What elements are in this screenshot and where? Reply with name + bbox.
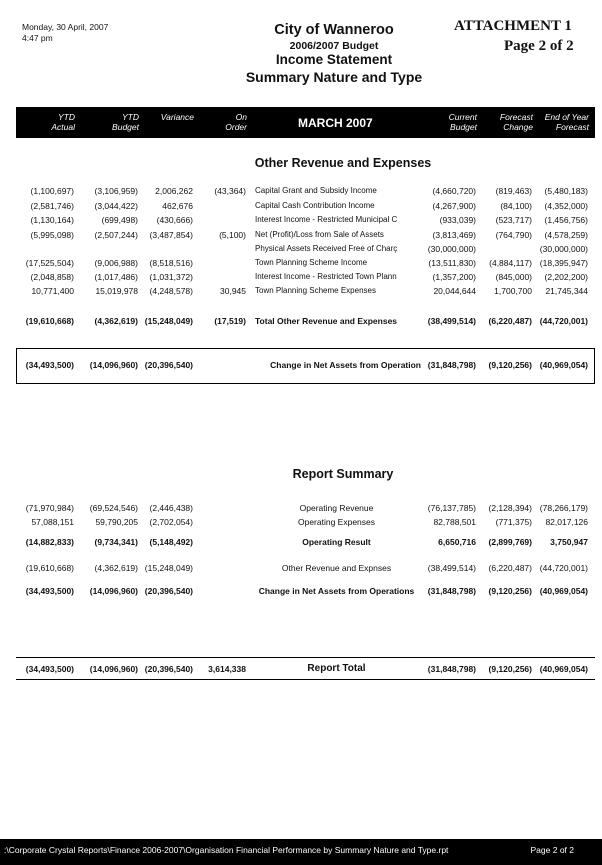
cell-g: (4,578,259) [544, 230, 588, 240]
cell-f: (764,790) [495, 230, 532, 240]
cell-c: 2,006,262 [155, 186, 193, 196]
cell-g: (40,969,054) [539, 586, 588, 596]
section-title-other-revenue: Other Revenue and Expenses [254, 156, 432, 170]
cell-d: (43,364) [214, 186, 246, 196]
summary-row [0, 537, 602, 549]
total-ytd-actual: (19,610,668) [25, 316, 74, 326]
report-subtitle: Summary Nature and Type [245, 69, 423, 85]
cell-a: (14,882,833) [25, 537, 74, 547]
rt-forecast-change: (9,120,256) [488, 664, 532, 674]
net-variance: (20,396,540) [144, 360, 193, 370]
cell-g: 21,745,344 [545, 286, 588, 296]
table-row [0, 201, 602, 213]
cell-f: (84,100) [500, 201, 532, 211]
col-eoy-forecast: End of Year Forecast [544, 112, 589, 132]
row-description: Town Planning Scheme Income [255, 258, 368, 267]
footer-path: :\Corporate Crystal Reports\Finance 2006-2007\Organisation Financial Performance by Summary Nature and Type.rpt [4, 845, 449, 855]
footer-bar [0, 839, 602, 865]
cell-a: (2,581,746) [30, 201, 74, 211]
cell-b: (9,006,988) [94, 258, 138, 268]
rt-label: Report Total [307, 663, 366, 674]
attachment-label: ATTACHMENT 1 [454, 18, 572, 34]
summary-description: Operating Expenses [297, 517, 376, 527]
cell-c: (1,031,372) [149, 272, 193, 282]
rt-ytd-budget: (14,096,960) [89, 664, 138, 674]
row-description: Town Planning Scheme Expenses [255, 286, 376, 295]
cell-b: (14,096,960) [89, 586, 138, 596]
print-time: 4:47 pm [22, 33, 53, 43]
net-forecast-change: (9,120,256) [488, 360, 532, 370]
cell-f: (2,128,394) [488, 503, 532, 513]
column-header-bar [16, 107, 595, 138]
cell-c: (2,446,438) [149, 503, 193, 513]
row-description: Capital Grant and Subsidy Income [255, 186, 377, 195]
cell-g: (5,480,183) [544, 186, 588, 196]
cell-f: (523,717) [495, 215, 532, 225]
cell-e: (4,660,720) [432, 186, 476, 196]
table-row [0, 272, 602, 284]
divider-bottom [16, 679, 595, 680]
cell-a: 10,771,400 [31, 286, 74, 296]
total-variance: (15,248,049) [144, 316, 193, 326]
cell-f: 1,700,700 [494, 286, 532, 296]
summary-description: Other Revenue and Expnses [281, 563, 392, 573]
summary-description: Change in Net Assets from Operations [258, 586, 415, 596]
total-forecast-change: (6,220,487) [488, 316, 532, 326]
cell-e: 82,788,501 [433, 517, 476, 527]
total-row [0, 316, 602, 328]
cell-a: (19,610,668) [25, 563, 74, 573]
cell-e: 6,650,716 [438, 537, 476, 547]
col-ytd-budget: YTD Budget [112, 112, 139, 132]
org-name: City of Wanneroo [274, 22, 394, 38]
row-description: Interest Income - Restricted Town Plann [255, 272, 397, 281]
cell-g: 3,750,947 [550, 537, 588, 547]
cell-f: (4,884,117) [489, 258, 532, 268]
cell-f: (6,220,487) [488, 563, 532, 573]
page-number: Page 2 of 2 [504, 38, 574, 54]
summary-description: Operating Result [302, 537, 371, 547]
total-ytd-budget: (4,362,619) [94, 316, 138, 326]
cell-e: (13,511,830) [428, 258, 476, 268]
cell-c: (4,248,578) [149, 286, 193, 296]
cell-b: (2,507,244) [94, 230, 138, 240]
summary-description: Operating Revenue [299, 503, 374, 513]
net-assets-row [0, 360, 602, 372]
table-row [0, 244, 602, 256]
cell-e: (76,137,785) [427, 503, 476, 513]
cell-a: 57,088,151 [31, 517, 74, 527]
total-label: Total Other Revenue and Expenses [255, 316, 398, 326]
cell-f: (845,000) [495, 272, 532, 282]
rt-current-budget: (31,848,798) [427, 664, 476, 674]
net-current-budget: (31,848,798) [427, 360, 476, 370]
rt-eoy-forecast: (40,969,054) [539, 664, 588, 674]
cell-a: (5,995,098) [30, 230, 74, 240]
cell-b: 15,019,978 [95, 286, 138, 296]
cell-a: (71,970,984) [25, 503, 74, 513]
cell-g: (44,720,001) [539, 563, 588, 573]
cell-e: (30,000,000) [427, 244, 476, 254]
statement-title: Income Statement [275, 52, 393, 67]
table-row [0, 230, 602, 242]
report-total-row [0, 664, 602, 676]
summary-row [0, 503, 602, 515]
budget-title: 2006/2007 Budget [289, 40, 379, 52]
cell-f: (771,375) [495, 517, 532, 527]
cell-a: (2,048,858) [30, 272, 74, 282]
net-ytd-budget: (14,096,960) [89, 360, 138, 370]
cell-c: (20,396,540) [144, 586, 193, 596]
cell-c: 462,676 [162, 201, 193, 211]
divider-top [16, 657, 595, 658]
cell-c: (3,487,854) [149, 230, 193, 240]
net-ytd-actual: (34,493,500) [25, 360, 74, 370]
cell-g: (18,395,947) [539, 258, 588, 268]
cell-e: (31,848,798) [427, 586, 476, 596]
cell-f: (9,120,256) [488, 586, 532, 596]
cell-a: (34,493,500) [25, 586, 74, 596]
cell-g: (4,352,000) [544, 201, 588, 211]
total-on-order: (17,519) [214, 316, 246, 326]
cell-g: (2,202,200) [544, 272, 588, 282]
cell-b: (699,498) [101, 215, 138, 225]
cell-e: (1,357,200) [432, 272, 476, 282]
cell-f: (819,463) [495, 186, 532, 196]
table-row [0, 186, 602, 198]
cell-b: (1,017,486) [94, 272, 138, 282]
cell-a: (1,100,697) [30, 186, 74, 196]
cell-e: (38,499,514) [427, 563, 476, 573]
net-label: Change in Net Assets from Operation [270, 360, 421, 370]
total-current-budget: (38,499,514) [427, 316, 476, 326]
summary-row [0, 517, 602, 529]
cell-b: (4,362,619) [94, 563, 138, 573]
cell-g: (30,000,000) [539, 244, 588, 254]
cell-a: (17,525,504) [25, 258, 74, 268]
cell-b: (3,106,959) [94, 186, 138, 196]
col-ytd-actual: YTD Actual [51, 112, 75, 132]
cell-c: (8,518,516) [149, 258, 193, 268]
col-current-budget: Current Budget [448, 112, 477, 132]
table-row [0, 286, 602, 298]
summary-row [0, 563, 602, 575]
cell-g: (1,456,756) [544, 215, 588, 225]
cell-b: (3,044,422) [94, 201, 138, 211]
cell-g: (78,266,179) [539, 503, 588, 513]
col-variance: Variance [160, 112, 194, 122]
row-description: Physical Assets Received Free of Charç [255, 244, 398, 253]
col-forecast-change: Forecast Change [499, 112, 533, 132]
cell-b: (69,524,546) [89, 503, 138, 513]
section-title-report-summary: Report Summary [292, 467, 394, 481]
rt-ytd-actual: (34,493,500) [25, 664, 74, 674]
cell-e: 20,044,644 [433, 286, 476, 296]
row-description: Capital Cash Contribution Income [255, 201, 375, 210]
cell-d: 30,945 [220, 286, 246, 296]
cell-c: (2,702,054) [149, 517, 193, 527]
col-month: MARCH 2007 [298, 116, 373, 130]
col-on-order: On Order [225, 112, 247, 132]
net-eoy-forecast: (40,969,054) [539, 360, 588, 370]
row-description: Net (Profit)/Loss from Sale of Assets [255, 230, 384, 239]
print-date: Monday, 30 April, 2007 [22, 22, 109, 32]
table-row [0, 258, 602, 270]
summary-row [0, 586, 602, 598]
cell-e: (933,039) [439, 215, 476, 225]
cell-e: (4,267,900) [432, 201, 476, 211]
cell-b: (9,734,341) [94, 537, 138, 547]
cell-d: (5,100) [219, 230, 246, 240]
cell-g: 82,017,126 [545, 517, 588, 527]
cell-c: (15,248,049) [144, 563, 193, 573]
cell-c: (5,148,492) [149, 537, 193, 547]
total-eoy-forecast: (44,720,001) [539, 316, 588, 326]
rt-variance: (20,396,540) [144, 664, 193, 674]
cell-a: (1,130,164) [30, 215, 74, 225]
cell-b: 59,790,205 [95, 517, 138, 527]
cell-f: (2,899,769) [488, 537, 532, 547]
table-row [0, 215, 602, 227]
footer-page: Page 2 of 2 [530, 845, 574, 855]
rt-on-order: 3,614,338 [208, 664, 246, 674]
row-description: Interest Income - Restricted Municipal C [255, 215, 398, 224]
cell-c: (430,666) [156, 215, 193, 225]
cell-e: (3,813,469) [432, 230, 476, 240]
